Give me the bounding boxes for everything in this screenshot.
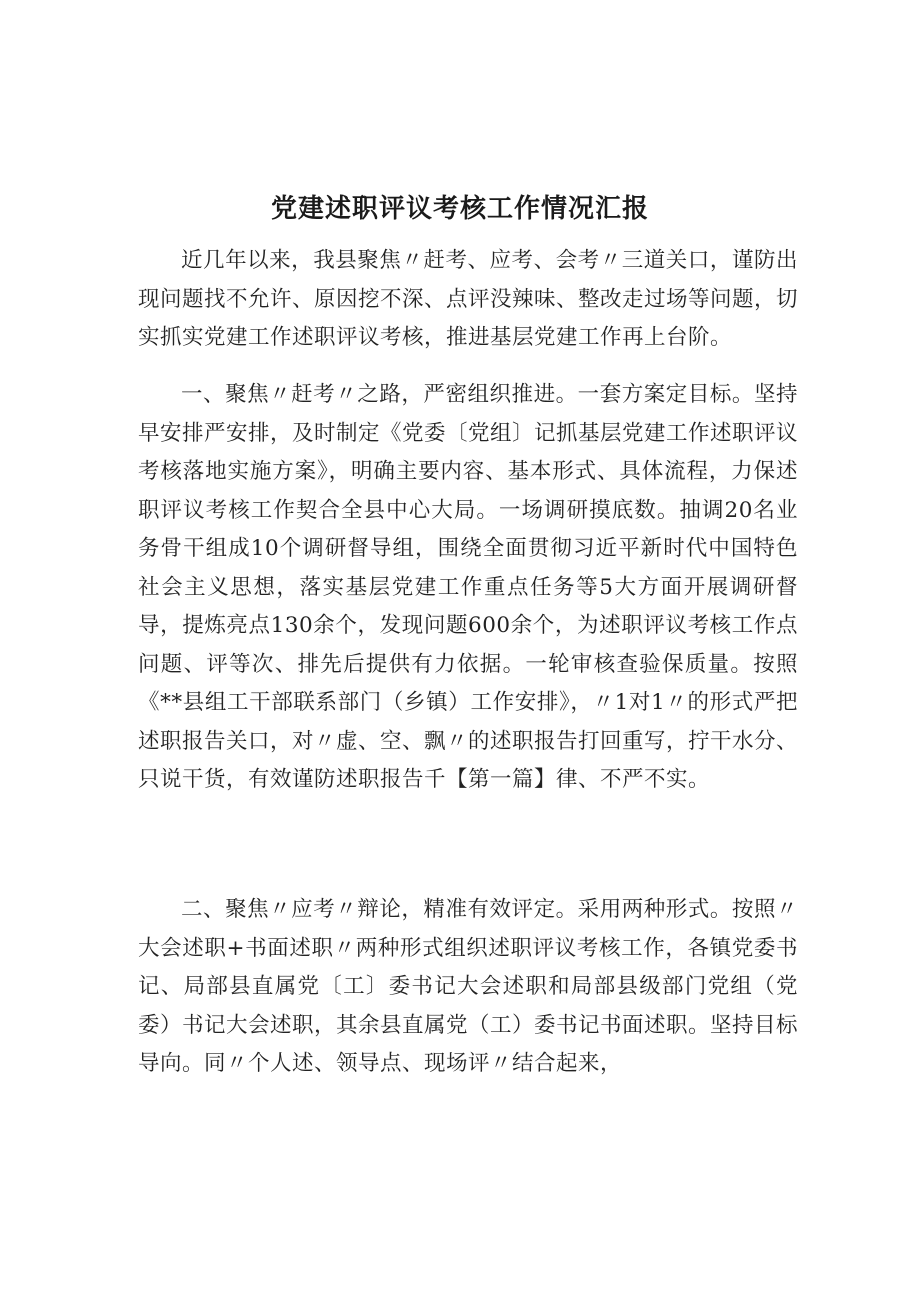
paragraph-section-two: 二、聚焦〃应考〃辩论，精准有效评定。采用两种形式。按照〃大会述职+书面述职〃两种形式组织述职评议考核工作，各镇党委书记、局部县直属党〔工〕委书记大会述职和局部县级部门党组（党委）书记大会述职，其余县直属党（工）委书记书面述职。坚持目标导向。同〃个人述、领导点、现场评〃结合起来， <box>138 897 799 1076</box>
paragraph-section-one: 一、聚焦〃赶考〃之路，严密组织推进。一套方案定目标。坚持早安排严安排，及时制定《党委〔党组〕记抓基层党建工作述职评议考核落地实施方案》，明确主要内容、基本形式、具体流程，力保述职评议考核工作契合全县中心大局。一场调研摸底数。抽调20名业务骨干组成10个调研督导组，围绕全面贯彻习近平新时代中国特色社会主义思想，落实基层党建工作重点任务等5大方面开展调研督导，提炼亮点130余个，发现问题600余个，为述职评议考核工作点问题、评等次、排先后提供有力依据。一轮审核查验保质量。按照《**县组工干部联系部门（乡镇）工作安排》，〃1对1〃的形式严把述职报告关口，对〃虚、空、飘〃的述职报告打回重写，拧干水分、只说干货，有效谨防述职报告千【第一篇】律、不严不实。 <box>138 382 799 792</box>
paragraph-intro: 近几年以来，我县聚焦〃赶考、应考、会考〃三道关口，谨防出现问题找不允许、原因挖不深、点评没辣味、整改走过场等问题，切实抓实党建工作述职评议考核，推进基层党建工作再上台阶。 <box>138 248 799 350</box>
page-title: 党建述职评议考核工作情况汇报 <box>270 194 649 224</box>
